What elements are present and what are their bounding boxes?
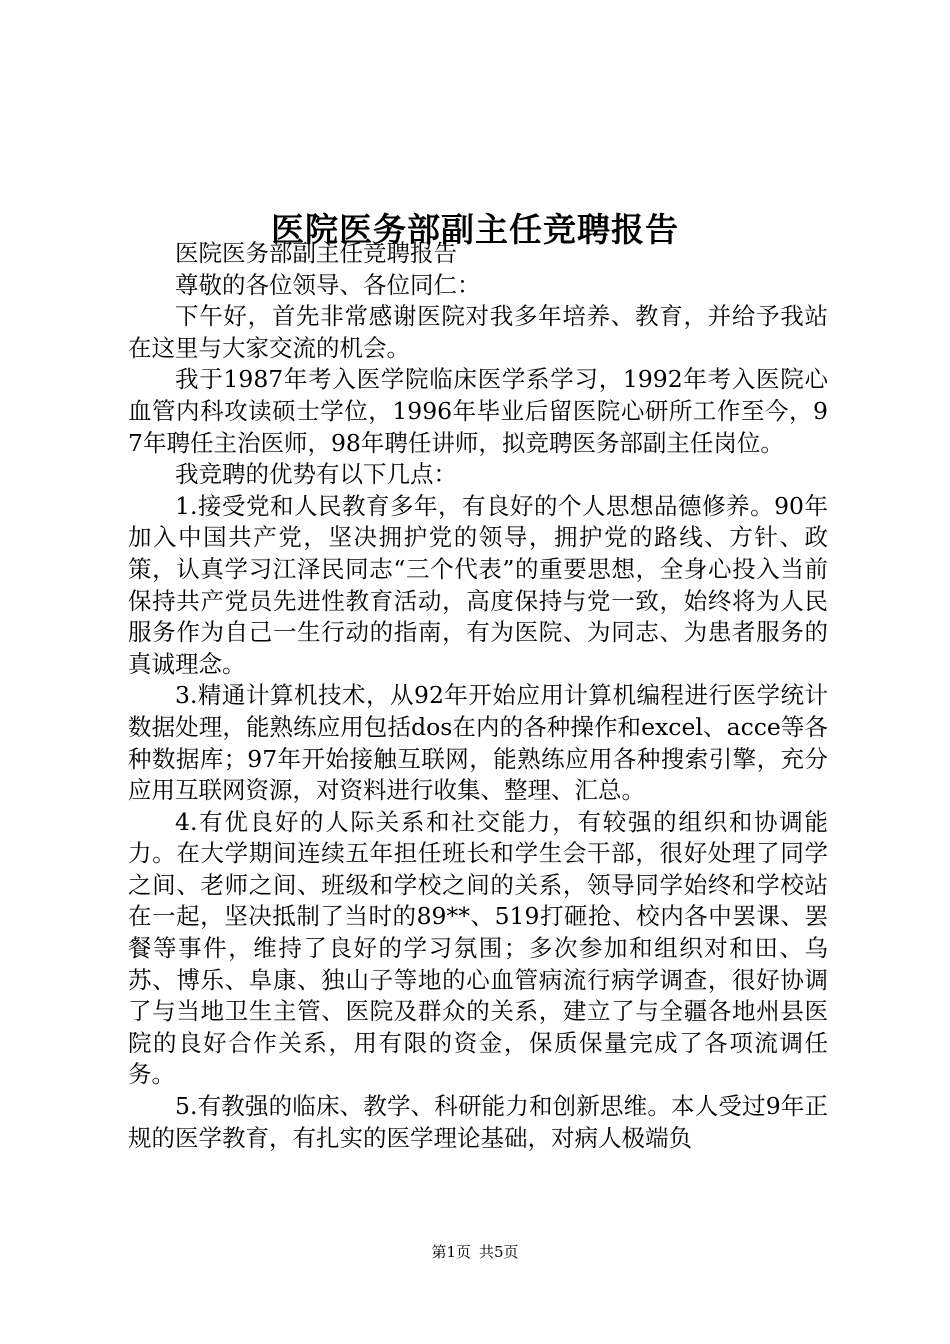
paragraph-advantages-intro: 我竞聘的优势有以下几点： (175, 460, 457, 489)
paragraph-point-1: 1.接受党和人民教育多年，有良好的个人思想品德修养。90年加入中国共产党，坚决拥护党的领导，拥护党的路线、方针、政策，认真学习江泽民同志“三个代表”的重要思想，全身心投入当前保持共产党员先进性教育活动，高度保持与党一致，始终将为人民服务作为自己一生行动的指南，有为医院、为同志、为患者服务的真诚理念。 (128, 491, 828, 678)
paragraph-greeting: 下午好，首先非常感谢医院对我多年培养、教育，并给予我站在这里与大家交流的机会。 (128, 302, 828, 362)
paragraph-background: 我于1987年考入医学院临床医学系学习，1992年考入医院心血管内科攻读硕士学位，1996年毕业后留医院心研所工作至今，97年聘任主治医师，98年聘任讲师，拟竞聘医务部副主任岗位。 (128, 365, 828, 457)
paragraph-point-5: 5.有教强的临床、教学、科研能力和创新思维。本人受过9年正规的医学教育，有扎实的医学理论基础，对病人极端负 (128, 1092, 828, 1152)
paragraph-point-4: 4.有优良好的人际关系和社交能力，有较强的组织和协调能力。在大学期间连续五年担任班长和学生会干部，很好处理了同学之间、老师之间、班级和学校之间的关系，领导同学始终和学校站在一起，坚决抵制了当时的89**、519打砸抢、校内各中罢课、罢餐等事件，维持了良好的学习氛围；多次参加和组织对和田、乌苏、博乐、阜康、独山子等地的心血管病流行病学调查，很好协调了与当地卫生主管、医院及群众的关系，建立了与全疆各地州县医院的良好合作关系，用有限的资金，保质保量完成了各项流调任务。 (128, 807, 828, 1089)
page-footer (0, 1242, 950, 1262)
page-total: 共5页 (479, 1243, 519, 1261)
document-title: 医院医务部副主任竞聘报告 (271, 210, 679, 250)
paragraph-point-3: 3.精通计算机技术，从92年开始应用计算机编程进行医学统计数据处理，能熟练应用包括dos在内的各种操作和excel、acce等各种数据库；97年开始接触互联网，能熟练应用各种搜索引擎，充分应用互联网资源，对资料进行收集、整理、汇总。 (128, 681, 828, 805)
page-number: 第1页 (431, 1243, 471, 1261)
paragraph-subtitle: 医院医务部副主任竞聘报告 (175, 239, 457, 267)
paragraph-salutation: 尊敬的各位领导、各位同仁： (175, 270, 481, 299)
document-body (128, 238, 828, 1154)
